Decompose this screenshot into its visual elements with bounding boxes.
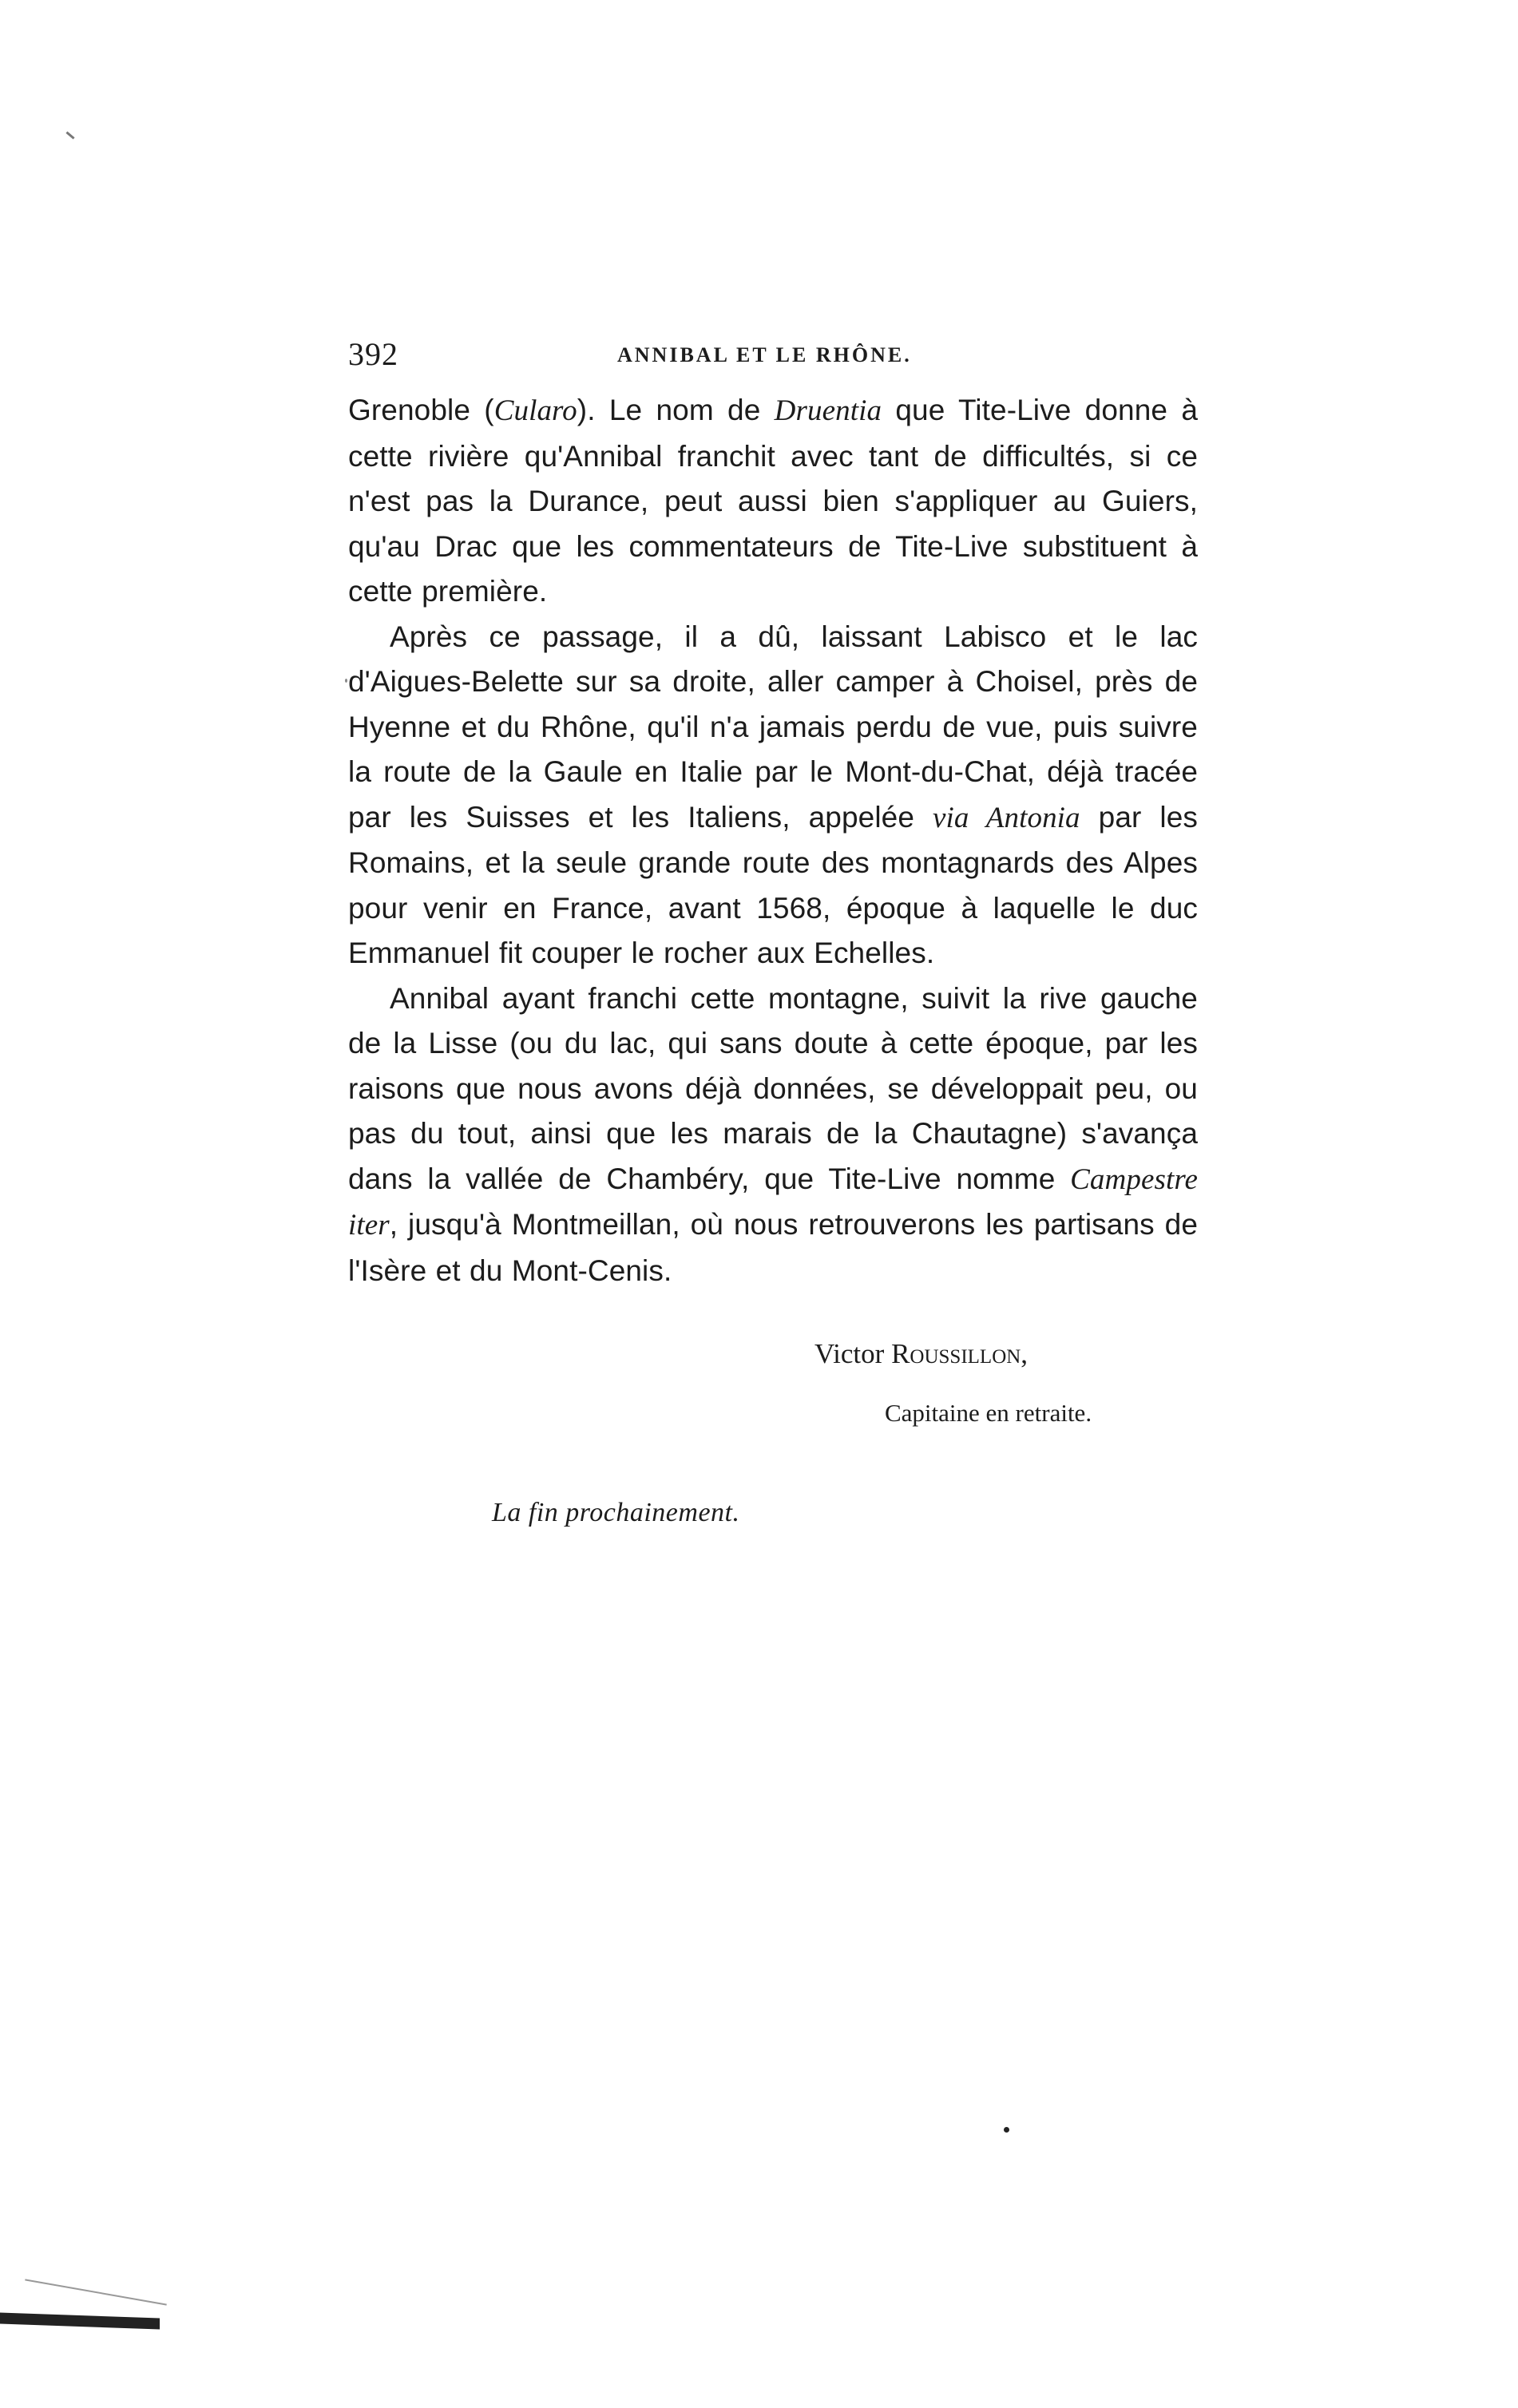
page-header [348,335,1198,383]
italic-text: Cularo [493,394,577,427]
text-run: que Tite-Live donne à cette rivière qu'Annibal franchit avec tant de difficultés, si ce n'est pas la Durance, peut aussi bien s'appliquer au Guiers, qu'au Drac que les commentateurs de Tite-Live substituent à cette première. [348,394,1198,608]
scan-artifact-bar [0,2313,160,2330]
page-number: 392 [348,336,398,372]
scan-artifact-mark [65,131,74,139]
text-run: Après ce passage, il a dû, laissant Labisco et le lac d'Aigues-Belette sur sa droite, aller camper à Choisel, près de Hyenne et du Rhône, qu'il n'a jamais perdu de vue, puis suivre la route de la Gaule en Italie par le Mont-du-Chat, déjà tracée par les Suisses et les Italiens, appelée [348,620,1198,834]
continuation-note: La fin prochainement. [492,1498,740,1527]
scan-artifact-dot [1004,2127,1009,2133]
paragraph [348,976,1198,1294]
text-run: Grenoble ( [348,394,494,426]
paragraph [348,615,1198,976]
running-title: ANNIBAL ET LE RHÔNE. [617,343,912,366]
text-run: ). Le nom de [577,394,775,426]
author-title: Capitaine en retraite. [885,1399,1092,1427]
author-first-name: Victor [814,1338,885,1369]
italic-text: Druentia [774,394,882,427]
paragraph [348,388,1198,615]
author-signature [814,1338,1028,1370]
italic-text: via Antonia [933,801,1080,834]
scan-artifact-dot [345,679,347,683]
italic-text: Campestre iter [348,1162,1198,1242]
text-run: , jusqu'à Montmeillan, où nous retrouverons les partisans de l'Isère et du Mont-Cenis. [348,1208,1198,1287]
text-run: par les Romains, et la seule grande route des montagnards des Alpes pour venir en France, avant 1568, époque à laquelle le duc Emmanuel fit couper le rocher aux Echelles. [348,800,1199,969]
author-surname: Roussillon, [891,1338,1029,1369]
scan-artifact-line [25,2279,167,2305]
body-text [348,388,1198,1293]
text-run: Annibal ayant franchi cette montagne, suivit la rive gauche de la Lisse (ou du lac, qui sans doute à cette époque, par les raisons que nous avons déjà données, se développait peu, ou pas du tout, ainsi que les marais de la Chautagne) s'avança dans la vallée de Chambéry, que Tite-Live nomme [348,981,1198,1195]
